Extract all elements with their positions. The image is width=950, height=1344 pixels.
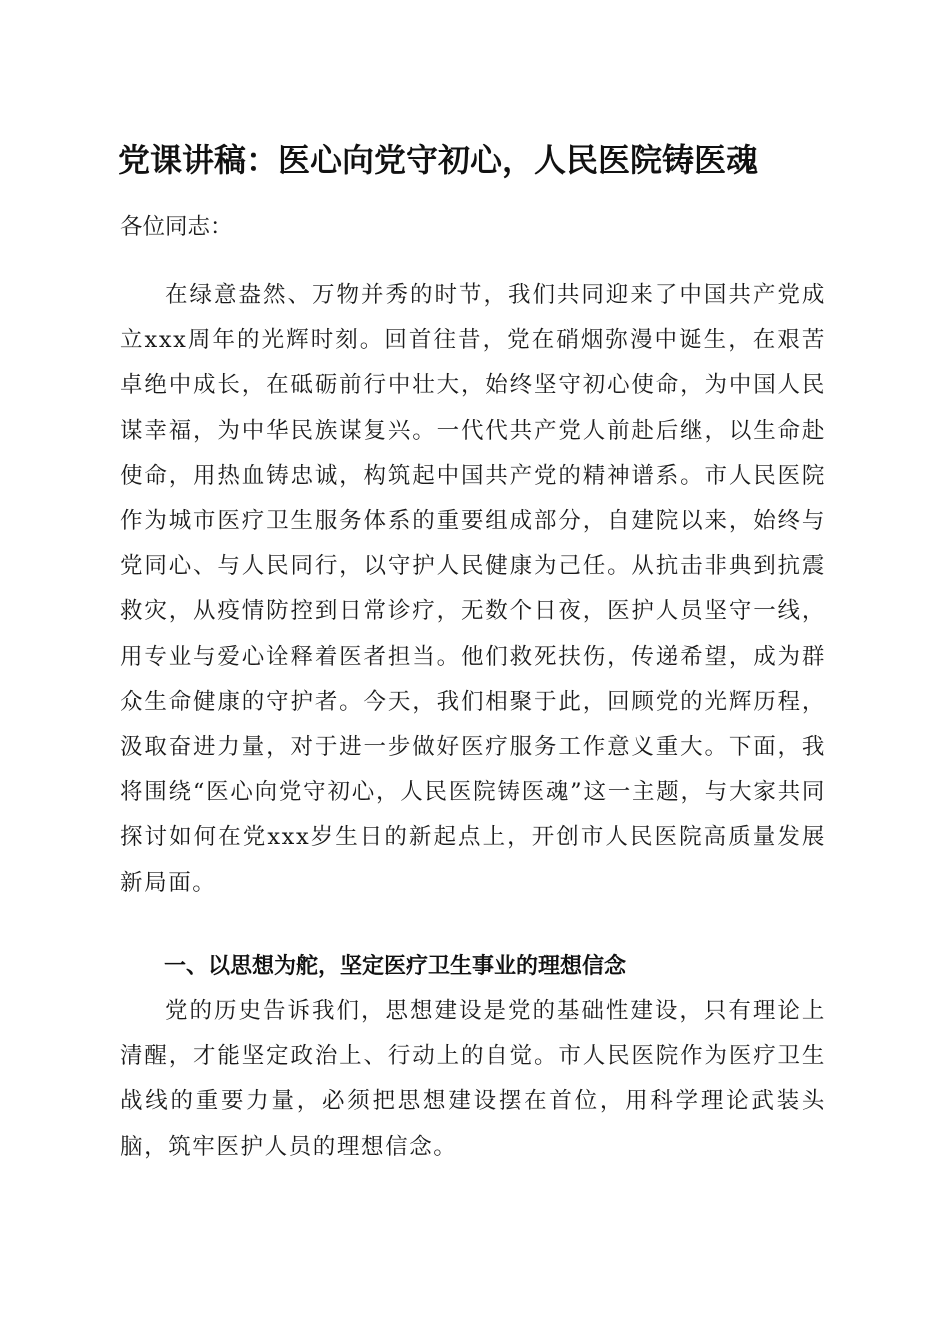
intro-paragraph: 在绿意盎然、万物并秀的时节，我们共同迎来了中国共产党成立xxx周年的光辉时刻。回首往昔，党在硝烟弥漫中诞生，在艰苦卓绝中成长，在砥砺前行中壮大，始终坚守初心使命，为中国人民谋幸福，为中华民族谋复兴。一代代共产党人前赴后继，以生命赴使命，用热血铸忠诚，构筑起中国共产党的精神谱系。市人民医院作为城市医疗卫生服务体系的重要组成部分，自建院以来，始终与党同心、与人民同行，以守护人民健康为己任。从抗击非典到抗震救灾，从疫情防控到日常诊疗，无数个日夜，医护人员坚守一线，用专业与爱心诠释着医者担当。他们救死扶伤，传递希望，成为群众生命健康的守护者。今天，我们相聚于此，回顾党的光辉历程，汲取奋进力量，对于进一步做好医疗服务工作意义重大。下面，我将围绕“医心向党守初心，人民医院铸医魂”这一主题，与大家共同探讨如何在党xxx岁生日的新起点上，开创市人民医院高质量发展新局面。 xyxy=(120,282,826,896)
salutation: 各位同志： xyxy=(120,214,233,240)
section-1-heading: 一、以思想为舵，坚定医疗卫生事业的理想信念 xyxy=(164,954,627,979)
section-1-paragraph: 党的历史告诉我们，思想建设是党的基础性建设，只有理论上清醒，才能坚定政治上、行动上的自觉。市人民医院作为医疗卫生战线的重要力量，必须把思想建设摆在首位，用科学理论武装头脑，筑牢医护人员的理想信念。 xyxy=(120,998,826,1160)
document-title: 党课讲稿：医心向党守初心，人民医院铸医魂 xyxy=(118,141,759,179)
